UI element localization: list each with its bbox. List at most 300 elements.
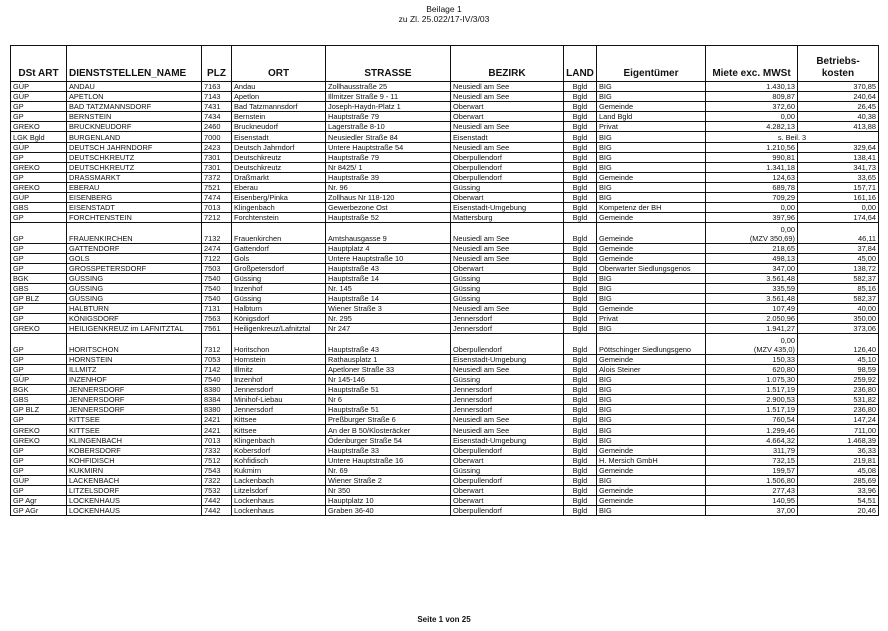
- cell-dst-art: GP: [11, 102, 67, 112]
- cell-strasse: Hauptstraße 33: [326, 445, 451, 455]
- cell-land: Bgld: [564, 253, 597, 263]
- cell-bezirk: Neusiedl am See: [451, 243, 564, 253]
- cell-bezirk: Neusiedl am See: [451, 223, 564, 243]
- table-row: [11, 496, 879, 506]
- cell-betriebskosten: 236,80: [798, 385, 879, 395]
- column-header-eigentuemer: Eigentümer: [597, 46, 706, 82]
- cell-miete: 218,65: [706, 243, 798, 253]
- cell-strasse: Hauptstraße 79: [326, 152, 451, 162]
- cell-strasse: Nr 8425/ 1: [326, 162, 451, 172]
- cell-plz: 2421: [202, 425, 232, 435]
- cell-land: Bgld: [564, 243, 597, 253]
- column-header-miete: Miete exc. MWSt: [706, 46, 798, 82]
- facilities-table: [10, 45, 879, 516]
- cell-dienststellen-name: LITZELSDORF: [67, 485, 202, 495]
- cell-eigentuemer: Gemeinde: [597, 445, 706, 455]
- cell-bezirk: Jennersdorf: [451, 385, 564, 395]
- cell-miete: 2.900,53: [706, 395, 798, 405]
- cell-ort: Horitschon: [232, 334, 326, 354]
- cell-eigentuemer: BIG: [597, 405, 706, 415]
- table-row: [11, 82, 879, 92]
- cell-strasse: Graben 36-40: [326, 506, 451, 516]
- cell-miete: 3.561,48: [706, 273, 798, 283]
- cell-strasse: Nr. 145: [326, 283, 451, 293]
- cell-plz: 2474: [202, 243, 232, 253]
- cell-betriebskosten: 236,80: [798, 405, 879, 415]
- cell-dst-art: GP: [11, 112, 67, 122]
- cell-dst-art: GP: [11, 172, 67, 182]
- cell-land: Bgld: [564, 132, 597, 142]
- cell-miete: 689,78: [706, 182, 798, 192]
- table-row: [11, 142, 879, 152]
- cell-miete: 37,00: [706, 506, 798, 516]
- cell-ort: Inzenhof: [232, 374, 326, 384]
- cell-ort: Kittsee: [232, 425, 326, 435]
- cell-land: Bgld: [564, 152, 597, 162]
- cell-eigentuemer: Gemeinde: [597, 223, 706, 243]
- cell-betriebskosten: 329,64: [798, 142, 879, 152]
- cell-land: Bgld: [564, 162, 597, 172]
- cell-plz: 7000: [202, 132, 232, 142]
- cell-strasse: Hauptstraße 43: [326, 263, 451, 273]
- cell-miete: 150,33: [706, 354, 798, 364]
- cell-betriebskosten: 45,00: [798, 253, 879, 263]
- cell-miete: 1.299,46: [706, 425, 798, 435]
- cell-strasse: Preßburger Straße 6: [326, 415, 451, 425]
- cell-dienststellen-name: FRAUENKIRCHEN: [67, 223, 202, 243]
- cell-bezirk: Neusiedl am See: [451, 122, 564, 132]
- cell-dienststellen-name: EISENSTADT: [67, 203, 202, 213]
- table-row: [11, 92, 879, 102]
- cell-eigentuemer: BIG: [597, 425, 706, 435]
- cell-ort: Eisenberg/Pinka: [232, 193, 326, 203]
- cell-bezirk: Neusiedl am See: [451, 253, 564, 263]
- cell-betriebskosten: 711,00: [798, 425, 879, 435]
- table-row: [11, 314, 879, 324]
- column-header-ort: ORT: [232, 46, 326, 82]
- column-header-betriebskosten: Betriebs- kosten: [798, 46, 879, 82]
- cell-dst-art: GP Agr: [11, 496, 67, 506]
- cell-land: Bgld: [564, 122, 597, 132]
- cell-dst-art: GP: [11, 213, 67, 223]
- cell-ort: Klingenbach: [232, 203, 326, 213]
- cell-dienststellen-name: KÖNIGSDORF: [67, 314, 202, 324]
- cell-plz: 2460: [202, 122, 232, 132]
- cell-bezirk: Güssing: [451, 283, 564, 293]
- cell-ort: Gattendorf: [232, 243, 326, 253]
- cell-ort: Bad Tatzmannsdorf: [232, 102, 326, 112]
- cell-plz: 8380: [202, 405, 232, 415]
- cell-dienststellen-name: BAD TATZMANNSDORF: [67, 102, 202, 112]
- cell-ort: Lackenbach: [232, 475, 326, 485]
- cell-strasse: Wiener Straße 2: [326, 475, 451, 485]
- cell-dst-art: GÜP: [11, 475, 67, 485]
- cell-plz: 7132: [202, 223, 232, 243]
- cell-strasse: Joseph-Haydn-Platz 1: [326, 102, 451, 112]
- cell-ort: Klingenbach: [232, 435, 326, 445]
- cell-land: Bgld: [564, 213, 597, 223]
- cell-dienststellen-name: KLINGENBACH: [67, 435, 202, 445]
- cell-betriebskosten: 26,45: [798, 102, 879, 112]
- cell-bezirk: Mattersburg: [451, 213, 564, 223]
- cell-dst-art: GREKO: [11, 162, 67, 172]
- cell-eigentuemer: BIG: [597, 475, 706, 485]
- cell-plz: 7131: [202, 304, 232, 314]
- cell-eigentuemer: Gemeinde: [597, 465, 706, 475]
- cell-dienststellen-name: JENNERSDORF: [67, 395, 202, 405]
- cell-strasse: Hauptplatz 10: [326, 496, 451, 506]
- cell-eigentuemer: Gemeinde: [597, 496, 706, 506]
- cell-ort: Jennersdorf: [232, 405, 326, 415]
- cell-eigentuemer: Alois Steiner: [597, 364, 706, 374]
- cell-dienststellen-name: DRASSMARKT: [67, 172, 202, 182]
- cell-land: Bgld: [564, 506, 597, 516]
- cell-eigentuemer: BIG: [597, 142, 706, 152]
- cell-ort: Hornstein: [232, 354, 326, 364]
- cell-bezirk: Güssing: [451, 273, 564, 283]
- cell-eigentuemer: Gemeinde: [597, 102, 706, 112]
- cell-land: Bgld: [564, 485, 597, 495]
- cell-betriebskosten: 157,71: [798, 182, 879, 192]
- cell-bezirk: Oberpullendorf: [451, 475, 564, 485]
- table-row: [11, 435, 879, 445]
- cell-plz: 7503: [202, 263, 232, 273]
- cell-bezirk: Güssing: [451, 465, 564, 475]
- cell-plz: 7322: [202, 475, 232, 485]
- cell-eigentuemer: Gemeinde: [597, 485, 706, 495]
- cell-dst-art: GP: [11, 263, 67, 273]
- cell-betriebskosten: 45,08: [798, 465, 879, 475]
- table-row: [11, 395, 879, 405]
- cell-dienststellen-name: DEUTSCH JAHRNDORF: [67, 142, 202, 152]
- cell-land: Bgld: [564, 82, 597, 92]
- table-row: [11, 475, 879, 485]
- cell-strasse: Zollhausstraße 25: [326, 82, 451, 92]
- cell-plz: 7301: [202, 162, 232, 172]
- cell-ort: Litzelsdorf: [232, 485, 326, 495]
- table-row: [11, 445, 879, 455]
- cell-betriebskosten: 373,06: [798, 324, 879, 334]
- page-number: Seite 1 von 25: [417, 615, 471, 624]
- cell-betriebskosten: 40,00: [798, 304, 879, 314]
- cell-dienststellen-name: GÜSSING: [67, 294, 202, 304]
- cell-miete: 0,00 (MZV 435,0): [706, 334, 798, 354]
- cell-dienststellen-name: BRUCKNEUDORF: [67, 122, 202, 132]
- cell-plz: 7543: [202, 465, 232, 475]
- table-row: [11, 172, 879, 182]
- cell-strasse: Ödenburger Straße 54: [326, 435, 451, 445]
- cell-strasse: Nr. 295: [326, 314, 451, 324]
- cell-dienststellen-name: JENNERSDORF: [67, 385, 202, 395]
- cell-strasse: Hauptstraße 51: [326, 405, 451, 415]
- cell-ort: Gols: [232, 253, 326, 263]
- cell-ort: Inzenhof: [232, 283, 326, 293]
- cell-ort: Kukmirn: [232, 465, 326, 475]
- cell-bezirk: Güssing: [451, 374, 564, 384]
- cell-land: Bgld: [564, 304, 597, 314]
- cell-plz: 7143: [202, 92, 232, 102]
- cell-betriebskosten: 147,24: [798, 415, 879, 425]
- cell-eigentuemer: Privat: [597, 122, 706, 132]
- cell-plz: 7332: [202, 445, 232, 455]
- cell-bezirk: Eisenstadt: [451, 132, 564, 142]
- cell-miete: 335,59: [706, 283, 798, 293]
- cell-ort: Deutschkreutz: [232, 152, 326, 162]
- cell-betriebskosten: 40,38: [798, 112, 879, 122]
- cell-dienststellen-name: HEILIGENKREUZ im LAFNITZTAL: [67, 324, 202, 334]
- cell-dst-art: GP: [11, 152, 67, 162]
- cell-dst-art: GREKO: [11, 435, 67, 445]
- cell-land: Bgld: [564, 455, 597, 465]
- table-row: [11, 425, 879, 435]
- cell-miete: 1.430,13: [706, 82, 798, 92]
- table-row: [11, 162, 879, 172]
- cell-miete: 1.210,56: [706, 142, 798, 152]
- cell-plz: 7372: [202, 172, 232, 182]
- cell-ort: Eberau: [232, 182, 326, 192]
- cell-dst-art: GÜP: [11, 82, 67, 92]
- cell-betriebskosten: 33,65: [798, 172, 879, 182]
- cell-eigentuemer: BIG: [597, 273, 706, 283]
- cell-betriebskosten: 1.468,39: [798, 435, 879, 445]
- table-row: [11, 294, 879, 304]
- cell-eigentuemer: BIG: [597, 162, 706, 172]
- cell-bezirk: Oberpullendorf: [451, 162, 564, 172]
- cell-bezirk: Neusiedl am See: [451, 304, 564, 314]
- table-header-row: [11, 46, 879, 82]
- cell-ort: Güssing: [232, 294, 326, 304]
- cell-miete: 311,79: [706, 445, 798, 455]
- cell-dienststellen-name: GATTENDORF: [67, 243, 202, 253]
- cell-land: Bgld: [564, 273, 597, 283]
- cell-land: Bgld: [564, 92, 597, 102]
- cell-land: Bgld: [564, 193, 597, 203]
- cell-land: Bgld: [564, 405, 597, 415]
- cell-strasse: Untere Hauptstraße 10: [326, 253, 451, 263]
- cell-strasse: Gewerbezone Ost: [326, 203, 451, 213]
- table-row: [11, 182, 879, 192]
- cell-land: Bgld: [564, 102, 597, 112]
- table-row: [11, 112, 879, 122]
- cell-land: Bgld: [564, 465, 597, 475]
- table-row: [11, 102, 879, 112]
- cell-strasse: Rathausplatz 1: [326, 354, 451, 364]
- cell-dst-art: GP: [11, 364, 67, 374]
- cell-dienststellen-name: GROSSPETERSDORF: [67, 263, 202, 273]
- table-row: [11, 253, 879, 263]
- cell-dst-art: GP AGr: [11, 506, 67, 516]
- cell-land: Bgld: [564, 283, 597, 293]
- cell-dst-art: GÜP: [11, 92, 67, 102]
- cell-land: Bgld: [564, 324, 597, 334]
- cell-ort: Großpetersdorf: [232, 263, 326, 273]
- cell-bezirk: Neusiedl am See: [451, 142, 564, 152]
- table-row: [11, 203, 879, 213]
- cell-land: Bgld: [564, 425, 597, 435]
- cell-plz: 7013: [202, 435, 232, 445]
- cell-dst-art: GP: [11, 243, 67, 253]
- cell-dst-art: GREKO: [11, 425, 67, 435]
- cell-eigentuemer: BIG: [597, 415, 706, 425]
- cell-dienststellen-name: ILLMITZ: [67, 364, 202, 374]
- cell-bezirk: Oberpullendorf: [451, 334, 564, 354]
- cell-dienststellen-name: LOCKENHAUS: [67, 506, 202, 516]
- cell-ort: Kittsee: [232, 415, 326, 425]
- cell-bezirk: Oberwart: [451, 496, 564, 506]
- cell-ort: Deutsch Jahrndorf: [232, 142, 326, 152]
- cell-plz: 7540: [202, 283, 232, 293]
- cell-miete: 277,43: [706, 485, 798, 495]
- cell-betriebskosten: 126,40: [798, 334, 879, 354]
- cell-eigentuemer: BIG: [597, 92, 706, 102]
- cell-eigentuemer: BIG: [597, 324, 706, 334]
- cell-miete: 809,87: [706, 92, 798, 102]
- cell-betriebskosten: 240,64: [798, 92, 879, 102]
- cell-eigentuemer: Privat: [597, 314, 706, 324]
- cell-miete: 1.941,27: [706, 324, 798, 334]
- cell-strasse: Hauptstraße 39: [326, 172, 451, 182]
- cell-dst-art: GBS: [11, 203, 67, 213]
- cell-strasse: Hauptstraße 51: [326, 385, 451, 395]
- cell-eigentuemer: Gemeinde: [597, 304, 706, 314]
- cell-ort: Güssing: [232, 273, 326, 283]
- cell-ort: Halbturn: [232, 304, 326, 314]
- cell-dienststellen-name: KITTSEE: [67, 425, 202, 435]
- cell-betriebskosten: 219,81: [798, 455, 879, 465]
- cell-dienststellen-name: FORCHTENSTEIN: [67, 213, 202, 223]
- cell-eigentuemer: Kompetenz der BH: [597, 203, 706, 213]
- cell-strasse: Zollhaus Nr 118-120: [326, 193, 451, 203]
- cell-land: Bgld: [564, 172, 597, 182]
- reference-number: zu Zl. 25.022/17-IV/3/03: [398, 14, 490, 24]
- cell-betriebskosten: 37,84: [798, 243, 879, 253]
- cell-plz: 7540: [202, 273, 232, 283]
- cell-land: Bgld: [564, 354, 597, 364]
- table-row: [11, 304, 879, 314]
- cell-betriebskosten: 341,73: [798, 162, 879, 172]
- cell-dst-art: GP: [11, 334, 67, 354]
- cell-bezirk: Neusiedl am See: [451, 425, 564, 435]
- cell-land: Bgld: [564, 415, 597, 425]
- cell-miete: 498,13: [706, 253, 798, 263]
- cell-strasse: Lagerstraße 8-10: [326, 122, 451, 132]
- cell-land: Bgld: [564, 475, 597, 485]
- table-row: [11, 354, 879, 364]
- cell-plz: 7561: [202, 324, 232, 334]
- table-row: [11, 334, 879, 354]
- table-row: [11, 132, 879, 142]
- cell-dienststellen-name: EBERAU: [67, 182, 202, 192]
- cell-miete: 990,81: [706, 152, 798, 162]
- cell-plz: 7434: [202, 112, 232, 122]
- cell-strasse: Nr 6: [326, 395, 451, 405]
- column-header-land: LAND: [564, 46, 597, 82]
- cell-ort: Lockenhaus: [232, 496, 326, 506]
- cell-land: Bgld: [564, 142, 597, 152]
- cell-strasse: Hauptstraße 14: [326, 294, 451, 304]
- cell-miete: 107,49: [706, 304, 798, 314]
- cell-dienststellen-name: HORITSCHON: [67, 334, 202, 354]
- table-row: [11, 283, 879, 293]
- cell-plz: 7163: [202, 82, 232, 92]
- cell-dst-art: GP: [11, 223, 67, 243]
- cell-betriebskosten: 350,00: [798, 314, 879, 324]
- cell-ort: Forchtenstein: [232, 213, 326, 223]
- table-row: [11, 213, 879, 223]
- cell-miete: 0,00 (MZV 350,69): [706, 223, 798, 243]
- cell-strasse: Untere Hauptstraße 54: [326, 142, 451, 152]
- cell-eigentuemer: Gemeinde: [597, 213, 706, 223]
- cell-bezirk: Oberpullendorf: [451, 172, 564, 182]
- cell-eigentuemer: BIG: [597, 395, 706, 405]
- cell-miete: 1.075,30: [706, 374, 798, 384]
- cell-ort: Kobersdorf: [232, 445, 326, 455]
- cell-miete: 2.050,96: [706, 314, 798, 324]
- cell-miete: 732,15: [706, 455, 798, 465]
- cell-dst-art: GP: [11, 455, 67, 465]
- cell-land: Bgld: [564, 385, 597, 395]
- column-header-strasse: STRASSE: [326, 46, 451, 82]
- cell-ort: Heiligenkreuz/Lafnitztal: [232, 324, 326, 334]
- cell-betriebskosten: 0,00: [798, 203, 879, 213]
- table-row: [11, 374, 879, 384]
- cell-ort: Bruckneudorf: [232, 122, 326, 132]
- cell-bezirk: Oberwart: [451, 485, 564, 495]
- cell-land: Bgld: [564, 203, 597, 213]
- cell-plz: 7532: [202, 485, 232, 495]
- cell-ort: Frauenkirchen: [232, 223, 326, 243]
- cell-land: Bgld: [564, 263, 597, 273]
- cell-bezirk: Oberpullendorf: [451, 506, 564, 516]
- cell-strasse: Nr. 96: [326, 182, 451, 192]
- cell-eigentuemer: BIG: [597, 385, 706, 395]
- cell-bezirk: Eisenstadt-Umgebung: [451, 435, 564, 445]
- cell-dst-art: GP: [11, 354, 67, 364]
- cell-ort: Minihof-Liebau: [232, 395, 326, 405]
- cell-eigentuemer: BIG: [597, 152, 706, 162]
- cell-eigentuemer: BIG: [597, 283, 706, 293]
- cell-miete: 199,57: [706, 465, 798, 475]
- cell-eigentuemer: Pöttschinger Siedlungsgeno: [597, 334, 706, 354]
- cell-plz: 7540: [202, 294, 232, 304]
- cell-miete: 347,00: [706, 263, 798, 273]
- cell-eigentuemer: BIG: [597, 435, 706, 445]
- cell-plz: 7431: [202, 102, 232, 112]
- cell-land: Bgld: [564, 374, 597, 384]
- cell-eigentuemer: Gemeinde: [597, 354, 706, 364]
- cell-betriebskosten: 45,10: [798, 354, 879, 364]
- cell-betriebskosten: 370,85: [798, 82, 879, 92]
- table-row: [11, 385, 879, 395]
- cell-ort: Apetlon: [232, 92, 326, 102]
- cell-betriebskosten: 138,72: [798, 263, 879, 273]
- cell-ort: Andau: [232, 82, 326, 92]
- column-header-dst-art: DSt ART: [11, 46, 67, 82]
- cell-land: Bgld: [564, 223, 597, 243]
- cell-dienststellen-name: JENNERSDORF: [67, 405, 202, 415]
- table-row: [11, 506, 879, 516]
- cell-bezirk: Oberwart: [451, 455, 564, 465]
- cell-dienststellen-name: EISENBERG: [67, 193, 202, 203]
- cell-dienststellen-name: BURGENLAND: [67, 132, 202, 142]
- cell-eigentuemer: Gemeinde: [597, 243, 706, 253]
- cell-dst-art: GP: [11, 253, 67, 263]
- table-row: [11, 263, 879, 273]
- cell-land: Bgld: [564, 364, 597, 374]
- cell-betriebskosten: 98,59: [798, 364, 879, 374]
- cell-strasse: Hauptstraße 79: [326, 112, 451, 122]
- cell-land: Bgld: [564, 294, 597, 304]
